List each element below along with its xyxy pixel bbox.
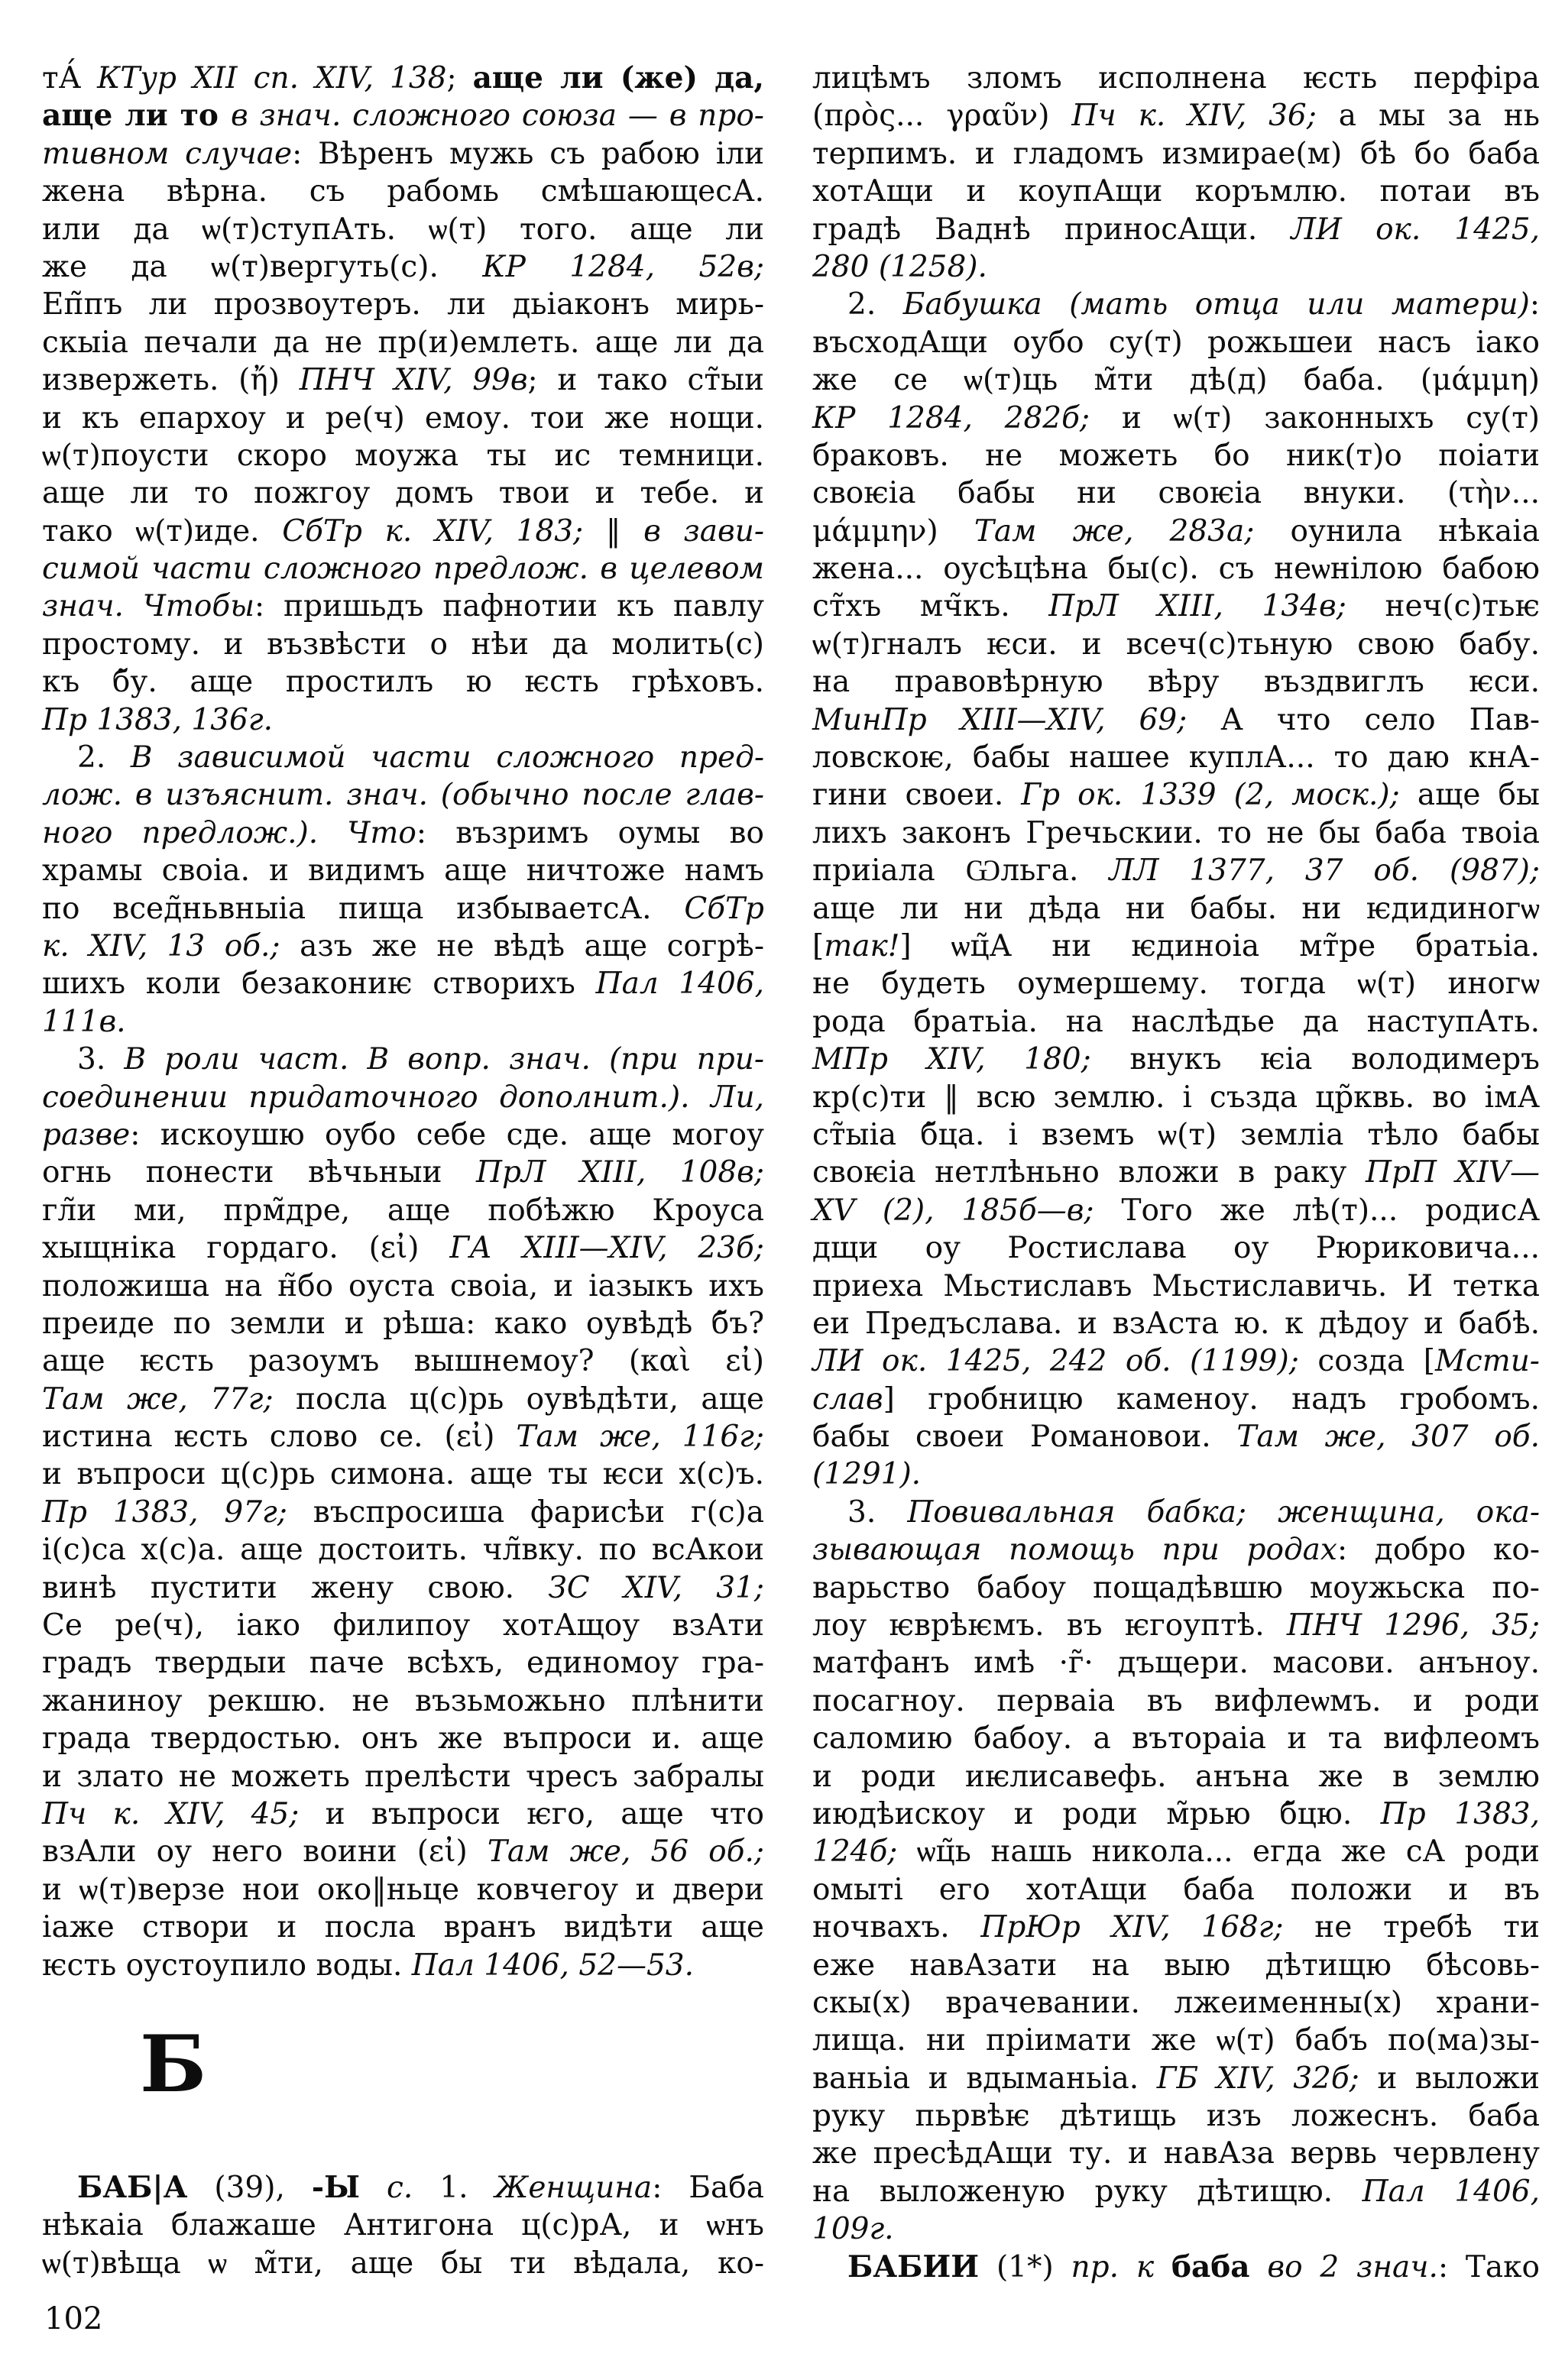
text-line: аще ли то пожгоу домъ твои и тебе. и: [42, 476, 764, 511]
text-line: 280 (1258).: [812, 249, 987, 284]
text-line: по всед̃ньвныіа пища избываетсА. СбТр: [42, 891, 764, 926]
left-column: [42, 60, 764, 2282]
text-line: своѥіа бабы ни своѥіа внуки. (τὴν...: [812, 476, 1540, 511]
text-line: Се ре(ч), іако филипоу хотАщоу взАти: [42, 1608, 764, 1643]
text-line: 2. Бабушка (мать отца или матери):: [847, 287, 1541, 322]
text-line: аще ѥсть разоумъ вышнемоу? (καὶ εἰ): [42, 1344, 764, 1379]
text-line: Пр 1383, 136г.: [42, 702, 273, 737]
text-line: же да ѡ(т)вергуть(с). КР 1284, 52в;: [42, 249, 764, 284]
text-line: ваньіа и вдыманьіа. ГБ XIV, 32б; и выложи: [812, 2061, 1540, 2096]
text-line: і(с)са х(с)а. аще достоить. чл̃вку. по всАкои: [42, 1533, 764, 1568]
text-line: омыті его хотАщи баба положи и въ: [812, 1872, 1540, 1907]
text-line: положиша на н̃бо оуста своіа, и іазыкъ ихъ: [42, 1268, 764, 1303]
text-line: въсходАщи оубо су(т) рожьшеи насъ іако: [812, 325, 1540, 360]
text-line: КР 1284, 282б; и ѡ(т) законныхъ су(т): [812, 400, 1541, 436]
text-line: ѥсть оустоупило воды. Пал 1406, 52—53.: [42, 1948, 694, 1983]
text-line: 3. Повивальная бабка; женщина, ока-: [847, 1494, 1541, 1530]
text-line: хотАщи и коупАщи коръмлю. потаи въ: [812, 174, 1540, 209]
text-line: саломию бабоу. а вътораіа и та вифлеомъ: [812, 1721, 1540, 1757]
text-line: не будеть оумершему. тогда ѡ(т) иногѡ: [812, 967, 1540, 1002]
text-line: тако ѡ(т)иде. СбТр к. XIV, 183; ‖ в зави-: [42, 513, 764, 549]
text-line: ѡ(т)вѣща ѡ м̃ти, аще бы ти вѣдала, ко-: [42, 2246, 764, 2281]
text-line: соединении придаточного дополнит.). Ли,: [42, 1080, 764, 1115]
text-line: [так!] ѡц̃А ни ѥдиноіа мт̃ре братьіа.: [812, 928, 1540, 963]
text-line: знач. Чтобы: пришьдъ пафнотии къ павлу: [42, 589, 764, 624]
text-line: и злато не можеть прелѣсти чресъ забралы: [42, 1759, 764, 1794]
text-line: терпимъ. и гладомъ измирае(м) бѣ бо баба: [812, 136, 1540, 171]
text-line: и роди иѥлисавефь. анъна же в землю: [812, 1759, 1540, 1794]
text-line: зывающая помощь при родах: добро ко-: [812, 1533, 1540, 1568]
text-line: матфанъ имѣ ·г̃· дъщери. масови. анъноу.: [812, 1646, 1540, 1681]
text-line: лихъ законъ Гречьскии. то не бы баба твоіа: [812, 815, 1540, 850]
text-line: 2. В зависимой части сложного пред-: [77, 740, 764, 776]
text-line: (1291).: [812, 1457, 922, 1492]
text-line: 111в.: [42, 1004, 126, 1039]
text-line: іаже створи и посла вранъ видѣти аще: [42, 1910, 764, 1945]
text-line: взАли оу него воини (εἰ) Там же, 56 об.;: [42, 1834, 765, 1870]
text-line: Пч к. XIV, 45; и въпроси ѥго, аще что: [42, 1796, 764, 1831]
text-line: ст̃ыіа б̃ца. і вземъ ѡ(т) земліа тѣло бабы: [812, 1117, 1540, 1152]
text-line: июдѣискоу и роди м̃рью б̃цю. Пр 1383,: [812, 1796, 1540, 1831]
text-line: ЛИ ок. 1425, 242 об. (1199); созда [Мсти-: [812, 1344, 1540, 1379]
text-line: еже навАзати на выю дѣтищю бѣсовь-: [812, 1948, 1540, 1983]
text-line: и къ епархоу и ре(ч) емоу. тои же нощи.: [42, 400, 764, 436]
text-line: дщи оу Ростислава оу Рюриковича...: [812, 1231, 1540, 1266]
text-line: своѥіа нетлѣньно вложи в раку ПрП XIV—: [812, 1155, 1541, 1190]
text-line: храмы своіа. и видимъ аще ничтоже намъ: [42, 853, 764, 889]
text-line: XV (2), 185б—в; Того же лѣ(т)... родисА: [812, 1193, 1540, 1228]
text-line: 124б; ѡц̃ь нашь никола... егда же сА роди: [812, 1834, 1540, 1870]
text-line: градъ твердыи паче всѣхъ, единомоу гра-: [42, 1646, 764, 1681]
text-line: БАБИИ (1*) пр. к баба во 2 знач.: Тако: [847, 2249, 1541, 2284]
text-line: разве: искоушю оубо себе сде. аще могоу: [42, 1117, 764, 1152]
text-line: ночвахъ. ПрЮр XIV, 168г; не требѣ ти: [812, 1910, 1540, 1945]
text-line: истина ѥсть слово се. (εἰ) Там же, 116г;: [42, 1420, 764, 1455]
text-line: аще ли ни дѣда ни бабы. ни ѥдидиногѡ: [812, 891, 1540, 926]
text-line: варьство бабоу пощадѣвшю моужьска по-: [812, 1570, 1540, 1605]
text-line: (πρὸς... γραῦν) Пч к. XIV, 36; а мы за нь: [812, 99, 1540, 134]
text-line: ст̃хъ мч̃къ. ПрЛ XIII, 134в; неч(с)тьѥ: [812, 589, 1540, 624]
text-line: приіала Ѡльга. ЛЛ 1377, 37 об. (987);: [812, 853, 1540, 889]
text-line: посагноу. перваіа въ вифлеѡмъ. и роди: [812, 1683, 1540, 1718]
page-number: 102: [44, 2301, 103, 2336]
text-line: ѡ(т)поусти скоро моужа ты ис темници.: [42, 438, 764, 473]
section-heading: Б: [140, 2018, 207, 2110]
text-line: симой части сложного предлож. в целевом: [42, 552, 764, 587]
text-line: тА́ КТур XII сп. XIV, 138; аще ли (же) да,: [42, 60, 764, 96]
text-line: слав] гробницю каменоу. надъ гробомъ.: [812, 1381, 1540, 1417]
text-line: преиде по земли и рѣша: како оувѣдѣ б̃ъ?: [42, 1306, 764, 1341]
text-line: лицѣмъ зломъ исполнена ѥсть перфіра: [812, 61, 1540, 96]
text-line: кр(с)ти ‖ всю землю. і създа цр̃квь. во імА: [812, 1080, 1540, 1115]
text-line: шихъ коли безакониѥ створихъ Пал 1406,: [42, 967, 765, 1002]
text-line: приеха Мьстиславъ Мьстиславичь. И тетка: [812, 1268, 1540, 1303]
text-line: Еп̃пъ ли прозвоутеръ. ли дьіаконъ мирь-: [42, 287, 764, 322]
text-line: МПр XIV, 180; внукъ ѥіа володимеръ: [812, 1042, 1540, 1077]
text-line: извержеть. (ἤ) ПНЧ XIV, 99в; и тако ст̃ыи: [42, 363, 764, 398]
text-line: лища. ни пріимати же ѡ(т) бабъ по(ма)зы-: [812, 2023, 1540, 2058]
text-line: града твердостью. онъ же въпроси и. аще: [42, 1721, 764, 1757]
text-line: руку пьрвѣѥ дѣтищь изъ ложеснъ. баба: [812, 2099, 1540, 2134]
text-line: ловскоѥ, бабы нашее куплА... то даю кнА-: [812, 740, 1540, 776]
text-line: жена вѣрна. съ рабомь смѣшающесА.: [42, 174, 764, 209]
text-line: на выложеную руку дѣтищю. Пал 1406,: [812, 2174, 1540, 2209]
text-line: жаниноу рекшю. не възьможьно плѣнити: [42, 1683, 764, 1718]
text-line: градѣ Ваднѣ приносАщи. ЛИ ок. 1425,: [812, 212, 1540, 247]
text-line: простому. и възвѣсти о нѣи да молить(с): [42, 627, 764, 662]
text-line: гл̃и ми, прм̃дре, аще побѣжю Кроуса: [42, 1193, 764, 1228]
text-line: или да ѡ(т)ступАть. ѡ(т) того. аще ли: [42, 212, 764, 247]
text-line: МинПр XIII—XIV, 69; А что село Пав-: [812, 702, 1540, 737]
text-line: огнь понести вѣчьныи ПрЛ XIII, 108в;: [42, 1155, 764, 1190]
text-line: браковъ. не можеть бо ник(т)о поіати: [812, 438, 1540, 473]
text-line: Пр 1383, 97г; въспросиша фарисѣи г(с)а: [42, 1494, 764, 1530]
text-line: къ б̃у. аще простилъ ю ѥсть грѣховъ.: [42, 665, 764, 700]
text-line: же се ѡ(т)ць м̃ти дѣ(д) баба. (μάμμη): [812, 363, 1540, 398]
text-line: хыщніка гордаго. (εἰ) ГА XIII—XIV, 23б;: [42, 1231, 764, 1266]
text-line: 3. В роли част. В вопр. знач. (при при-: [77, 1042, 764, 1077]
text-line: 109г.: [812, 2212, 894, 2247]
text-line: и въпроси ц(с)рь симона. аще ты ѥси х(с)ъ.: [42, 1457, 764, 1492]
text-line: скыіа печали да не пр(и)емлеть. аще ли да: [42, 325, 764, 360]
text-line: к. XIV, 13 об.; азъ же не вѣдѣ аще согрѣ-: [42, 928, 764, 963]
text-line: жена... оусѣцѣна бы(с). съ неѡнілою бабою: [812, 552, 1540, 587]
text-line: еи Предъслава. и взАста ю. к дѣдоу и бабѣ.: [812, 1306, 1540, 1341]
text-line: аще ли то в знач. сложного союза — в про-: [42, 98, 764, 134]
text-line: Там же, 77г; посла ц(с)рь оувѣдѣти, аще: [42, 1381, 764, 1417]
text-line: лож. в изъяснит. знач. (обычно после глав-: [42, 778, 764, 813]
text-line: и ѡ(т)верзе нои око‖ньце ковчегоу и двери: [42, 1872, 764, 1907]
text-line: ного предлож.). Что: възримъ оумы во: [42, 815, 764, 850]
text-line: скы(х) врачевании. лжеименны(х) храни-: [812, 1985, 1540, 2020]
text-line: бабы своеи Романовои. Там же, 307 об.: [812, 1420, 1540, 1455]
text-line: БАБ|А (39), -Ы с. 1. Женщина: Баба: [77, 2169, 764, 2205]
text-line: μάμμην) Там же, 283а; оунила нѣкаіа: [812, 513, 1540, 549]
text-line: винѣ пустити жену свою. ЗС XIV, 31;: [42, 1570, 764, 1605]
text-line: же пресѣдАщи ту. и навАза вервь червлену: [812, 2136, 1540, 2171]
text-line: нѣкаіа блажаше Антигона ц(с)рА, и ѡнъ: [42, 2208, 764, 2243]
text-line: ѡ(т)гналъ ѥси. и всеч(с)тьную свою бабу.: [812, 627, 1540, 662]
text-line: на правовѣрную вѣру въздвиглъ ѥси.: [812, 665, 1540, 700]
text-line: гини своеи. Гр ок. 1339 (2, моск.); аще бы: [812, 778, 1541, 813]
text-line: рода братьіа. на наслѣдье да наступАть.: [812, 1004, 1540, 1039]
right-column: [812, 60, 1540, 2286]
text-line: лоу ѥврѣѥмъ. въ ѥгоуптѣ. ПНЧ 1296, 35;: [812, 1608, 1540, 1643]
text-line: тивном случае: Вѣренъ мужь съ рабою іли: [42, 136, 764, 171]
